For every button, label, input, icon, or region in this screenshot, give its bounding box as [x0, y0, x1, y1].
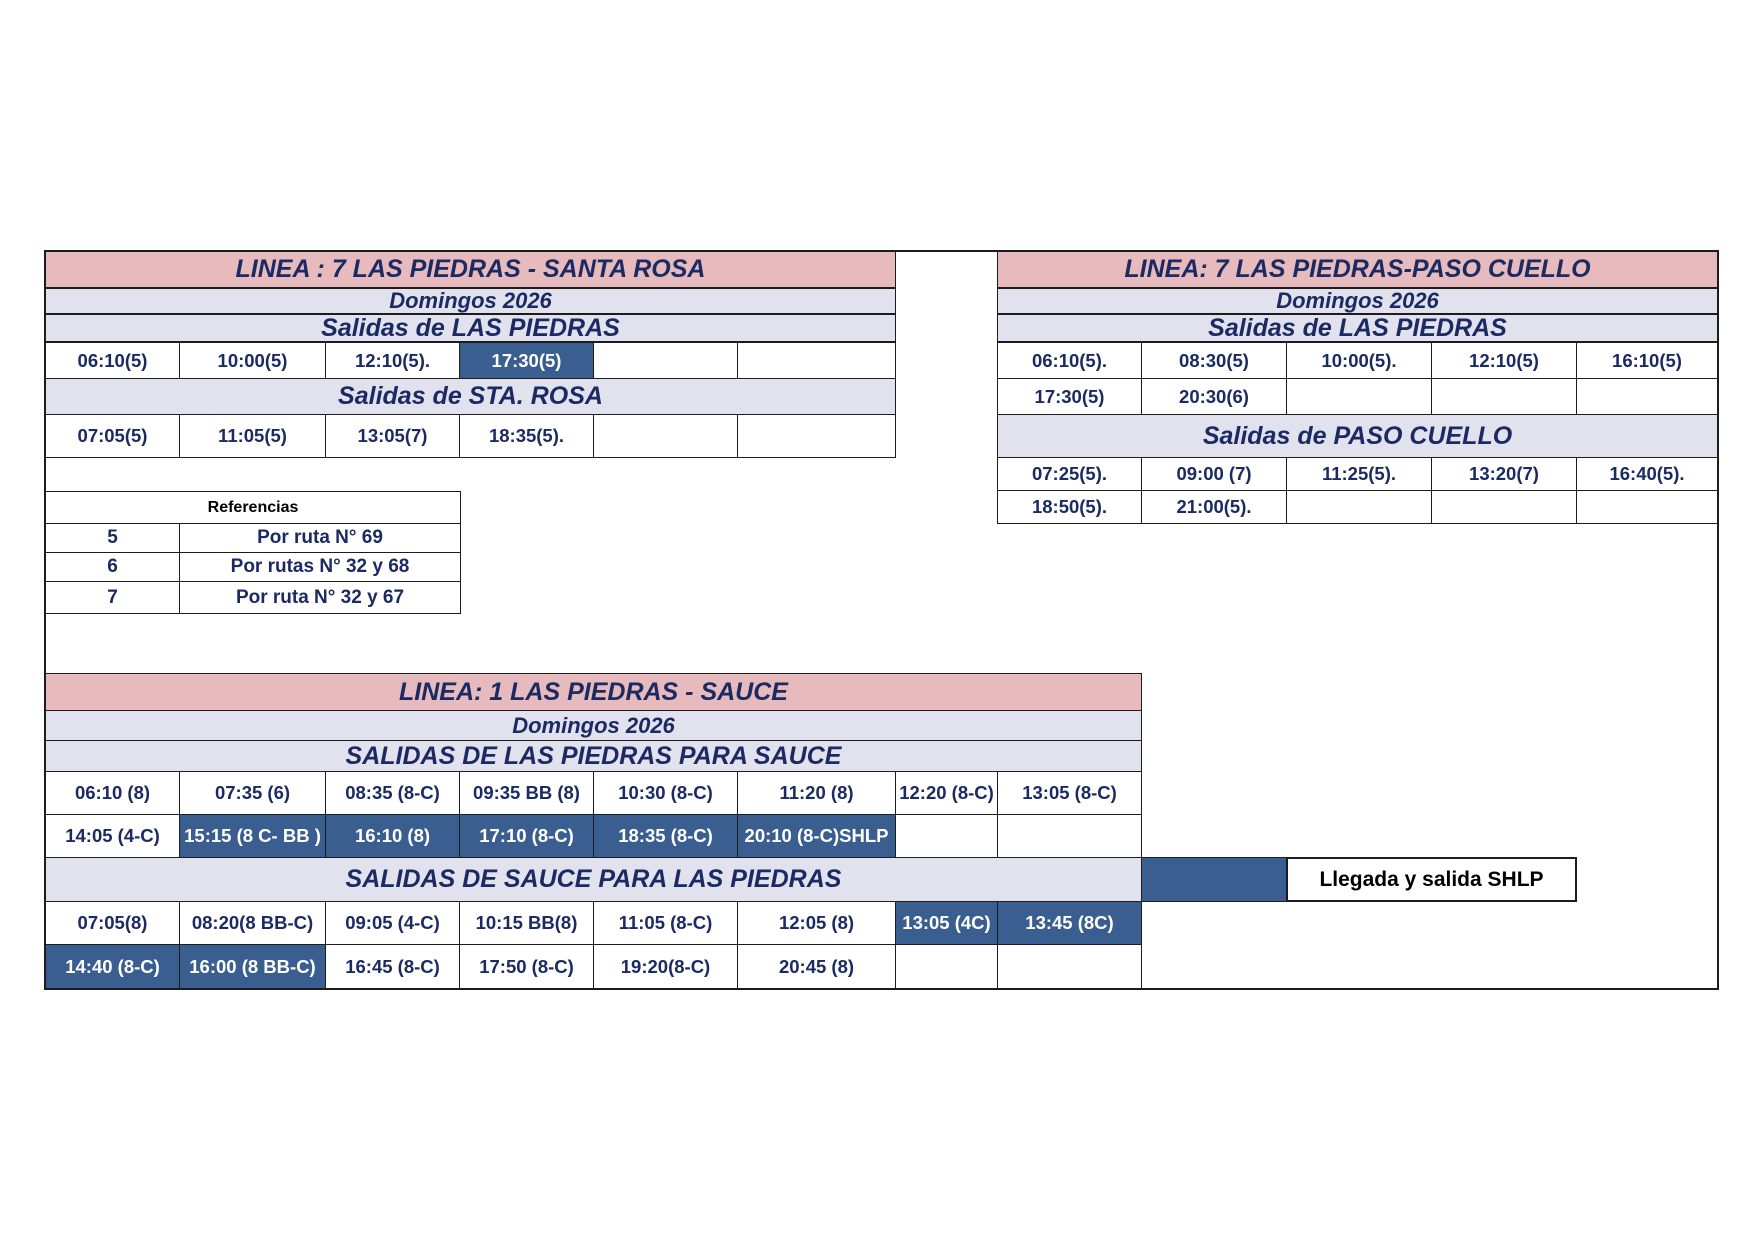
to-las-piedras-departure-14: 20:45 (8)	[737, 944, 896, 989]
to-las-piedras-departure-3: 09:05 (4-C)	[325, 901, 460, 945]
to-sauce-empty-cell	[997, 814, 1142, 858]
to-sauce-departure-10: 15:15 (8 C- BB )	[179, 814, 326, 858]
to-las-piedras-empty-cell	[997, 944, 1142, 989]
sr-departure-lp-4: 17:30(5)	[459, 342, 594, 379]
to-sauce-departure-8: 13:05 (8-C)	[997, 771, 1142, 815]
references-title: Referencias	[45, 491, 461, 524]
pc-from-las-piedras-label: Salidas de LAS PIEDRAS	[997, 314, 1718, 342]
to-sauce-departure-6: 11:20 (8)	[737, 771, 896, 815]
sr-empty-cell	[737, 414, 896, 458]
to-sauce-departure-4: 09:35 BB (8)	[459, 771, 594, 815]
reference-text-7: Por ruta N° 32 y 67	[179, 581, 461, 614]
to-las-piedras-departure-8: 13:45 (8C)	[997, 901, 1142, 945]
pc-empty-cell	[1286, 378, 1432, 415]
reference-code-7: 7	[45, 581, 180, 614]
sr-departure-sr-2: 11:05(5)	[179, 414, 326, 458]
pc-empty-cell	[1576, 378, 1718, 415]
line1-sauce-title: LINEA: 1 LAS PIEDRAS - SAUCE	[45, 673, 1142, 711]
pc-departure-pc-6: 18:50(5).	[997, 490, 1142, 524]
to-sauce-label: SALIDAS DE LAS PIEDRAS PARA SAUCE	[45, 740, 1142, 772]
reference-code-6: 6	[45, 552, 180, 582]
to-sauce-departure-9: 14:05 (4-C)	[45, 814, 180, 858]
to-sauce-departure-2: 07:35 (6)	[179, 771, 326, 815]
to-las-piedras-label: SALIDAS DE SAUCE PARA LAS PIEDRAS	[45, 857, 1142, 902]
pc-departure-lp-3: 10:00(5).	[1286, 342, 1432, 379]
to-sauce-departure-5: 10:30 (8-C)	[593, 771, 738, 815]
pc-departure-lp-1: 06:10(5).	[997, 342, 1142, 379]
sr-departure-lp-3: 12:10(5).	[325, 342, 460, 379]
to-las-piedras-departure-10: 16:00 (8 BB-C)	[179, 944, 326, 989]
pc-empty-cell	[1286, 490, 1432, 524]
line1-sauce-subtitle: Domingos 2026	[45, 710, 1142, 741]
sr-empty-cell	[593, 342, 738, 379]
line7-paso-cuello-subtitle: Domingos 2026	[997, 288, 1718, 314]
pc-empty-cell	[1576, 490, 1718, 524]
sr-departure-sr-3: 13:05(7)	[325, 414, 460, 458]
pc-departure-lp-7: 20:30(6)	[1141, 378, 1287, 415]
sr-departure-sr-4: 18:35(5).	[459, 414, 594, 458]
pc-departure-lp-4: 12:10(5)	[1431, 342, 1577, 379]
sr-empty-cell	[593, 414, 738, 458]
pc-departure-pc-1: 07:25(5).	[997, 457, 1142, 491]
to-sauce-departure-14: 20:10 (8-C)SHLP	[737, 814, 896, 858]
reference-text-6: Por rutas N° 32 y 68	[179, 552, 461, 582]
line7-paso-cuello-title: LINEA: 7 LAS PIEDRAS-PASO CUELLO	[997, 251, 1718, 288]
pc-departure-pc-5: 16:40(5).	[1576, 457, 1718, 491]
pc-departure-lp-5: 16:10(5)	[1576, 342, 1718, 379]
pc-departure-lp-6: 17:30(5)	[997, 378, 1142, 415]
to-las-piedras-departure-13: 19:20(8-C)	[593, 944, 738, 989]
sr-empty-cell	[737, 342, 896, 379]
pc-departure-pc-3: 11:25(5).	[1286, 457, 1432, 491]
to-las-piedras-departure-6: 12:05 (8)	[737, 901, 896, 945]
pc-departure-pc-4: 13:20(7)	[1431, 457, 1577, 491]
to-las-piedras-empty-cell	[895, 944, 998, 989]
sr-departure-sr-1: 07:05(5)	[45, 414, 180, 458]
to-sauce-departure-3: 08:35 (8-C)	[325, 771, 460, 815]
to-las-piedras-departure-7: 13:05 (4C)	[895, 901, 998, 945]
to-sauce-departure-1: 06:10 (8)	[45, 771, 180, 815]
to-sauce-departure-12: 17:10 (8-C)	[459, 814, 594, 858]
to-las-piedras-departure-1: 07:05(8)	[45, 901, 180, 945]
to-las-piedras-departure-2: 08:20(8 BB-C)	[179, 901, 326, 945]
pc-departure-pc-7: 21:00(5).	[1141, 490, 1287, 524]
to-las-piedras-departure-4: 10:15 BB(8)	[459, 901, 594, 945]
to-sauce-empty-cell	[895, 814, 998, 858]
to-las-piedras-departure-5: 11:05 (8-C)	[593, 901, 738, 945]
pc-empty-cell	[1431, 378, 1577, 415]
pc-departure-lp-2: 08:30(5)	[1141, 342, 1287, 379]
reference-text-5: Por ruta N° 69	[179, 523, 461, 553]
to-sauce-departure-11: 16:10 (8)	[325, 814, 460, 858]
legend-label: Llegada y salida SHLP	[1286, 857, 1577, 902]
sr-departure-lp-1: 06:10(5)	[45, 342, 180, 379]
reference-code-5: 5	[45, 523, 180, 553]
sr-from-sta-rosa-label: Salidas de STA. ROSA	[45, 378, 896, 415]
line7-santa-rosa-subtitle: Domingos 2026	[45, 288, 896, 314]
sr-departure-lp-2: 10:00(5)	[179, 342, 326, 379]
to-las-piedras-departure-9: 14:40 (8-C)	[45, 944, 180, 989]
to-sauce-departure-13: 18:35 (8-C)	[593, 814, 738, 858]
line7-santa-rosa-title: LINEA : 7 LAS PIEDRAS - SANTA ROSA	[45, 251, 896, 288]
to-las-piedras-departure-12: 17:50 (8-C)	[459, 944, 594, 989]
legend-swatch	[1141, 857, 1287, 902]
sr-from-las-piedras-label: Salidas de LAS PIEDRAS	[45, 314, 896, 342]
to-las-piedras-departure-11: 16:45 (8-C)	[325, 944, 460, 989]
to-sauce-departure-7: 12:20 (8-C)	[895, 771, 998, 815]
pc-empty-cell	[1431, 490, 1577, 524]
pc-from-paso-cuello-label: Salidas de PASO CUELLO	[997, 414, 1718, 458]
pc-departure-pc-2: 09:00 (7)	[1141, 457, 1287, 491]
